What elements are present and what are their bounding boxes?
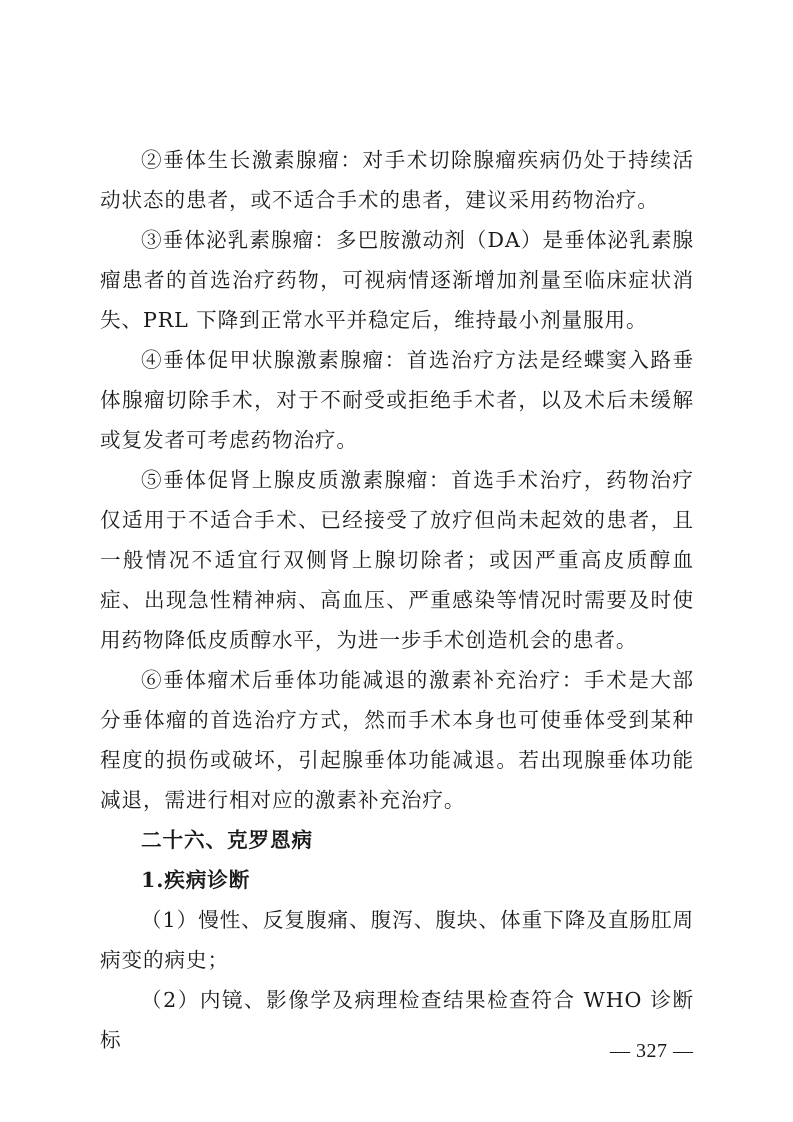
list-item-1: （1）慢性、反复腹痛、腹泻、腹块、体重下降及直肠肛周病变的病史； bbox=[100, 908, 694, 972]
section-heading: 二十六、克罗恩病 bbox=[141, 828, 313, 852]
paragraph-prolactinoma: ③垂体泌乳素腺瘤：多巴胺激动剂（DA）是垂体泌乳素腺瘤患者的首选治疗药物，可视病情逐渐增加剂量至临床症状消失、PRL 下降到正常水平并稳定后，维持最小剂量服用。 bbox=[100, 228, 694, 332]
body-text bbox=[100, 140, 694, 1060]
subsection-heading: 1.疾病诊断 bbox=[141, 868, 251, 892]
page-number: — 327 — bbox=[610, 1040, 694, 1062]
paragraph-tsh-adenoma: ④垂体促甲状腺激素腺瘤：首选治疗方法是经蝶窦入路垂体腺瘤切除手术，对于不耐受或拒绝手术者，以及术后未缓解或复发者可考虑药物治疗。 bbox=[100, 348, 694, 452]
paragraph-hormone-replacement: ⑥垂体瘤术后垂体功能减退的激素补充治疗：手术是大部分垂体瘤的首选治疗方式，然而手术本身也可使垂体受到某种程度的损伤或破坏，引起腺垂体功能减退。若出现腺垂体功能减退，需进行相对应的激素补充治疗。 bbox=[100, 668, 694, 812]
paragraph-gh-adenoma: ②垂体生长激素腺瘤：对手术切除腺瘤疾病仍处于持续活动状态的患者，或不适合手术的患者，建议采用药物治疗。 bbox=[100, 148, 694, 212]
paragraph-acth-adenoma: ⑤垂体促肾上腺皮质激素腺瘤：首选手术治疗，药物治疗仅适用于不适合手术、已经接受了放疗但尚未起效的患者，且一般情况不适宜行双侧肾上腺切除者；或因严重高皮质醇血症、出现急性精神病、高血压、严重感染等情况时需要及时使用药物降低皮质醇水平，为进一步手术创造机会的患者。 bbox=[100, 468, 694, 652]
list-item-2: （2）内镜、影像学及病理检查结果检查符合 WHO 诊断标 bbox=[100, 988, 694, 1052]
